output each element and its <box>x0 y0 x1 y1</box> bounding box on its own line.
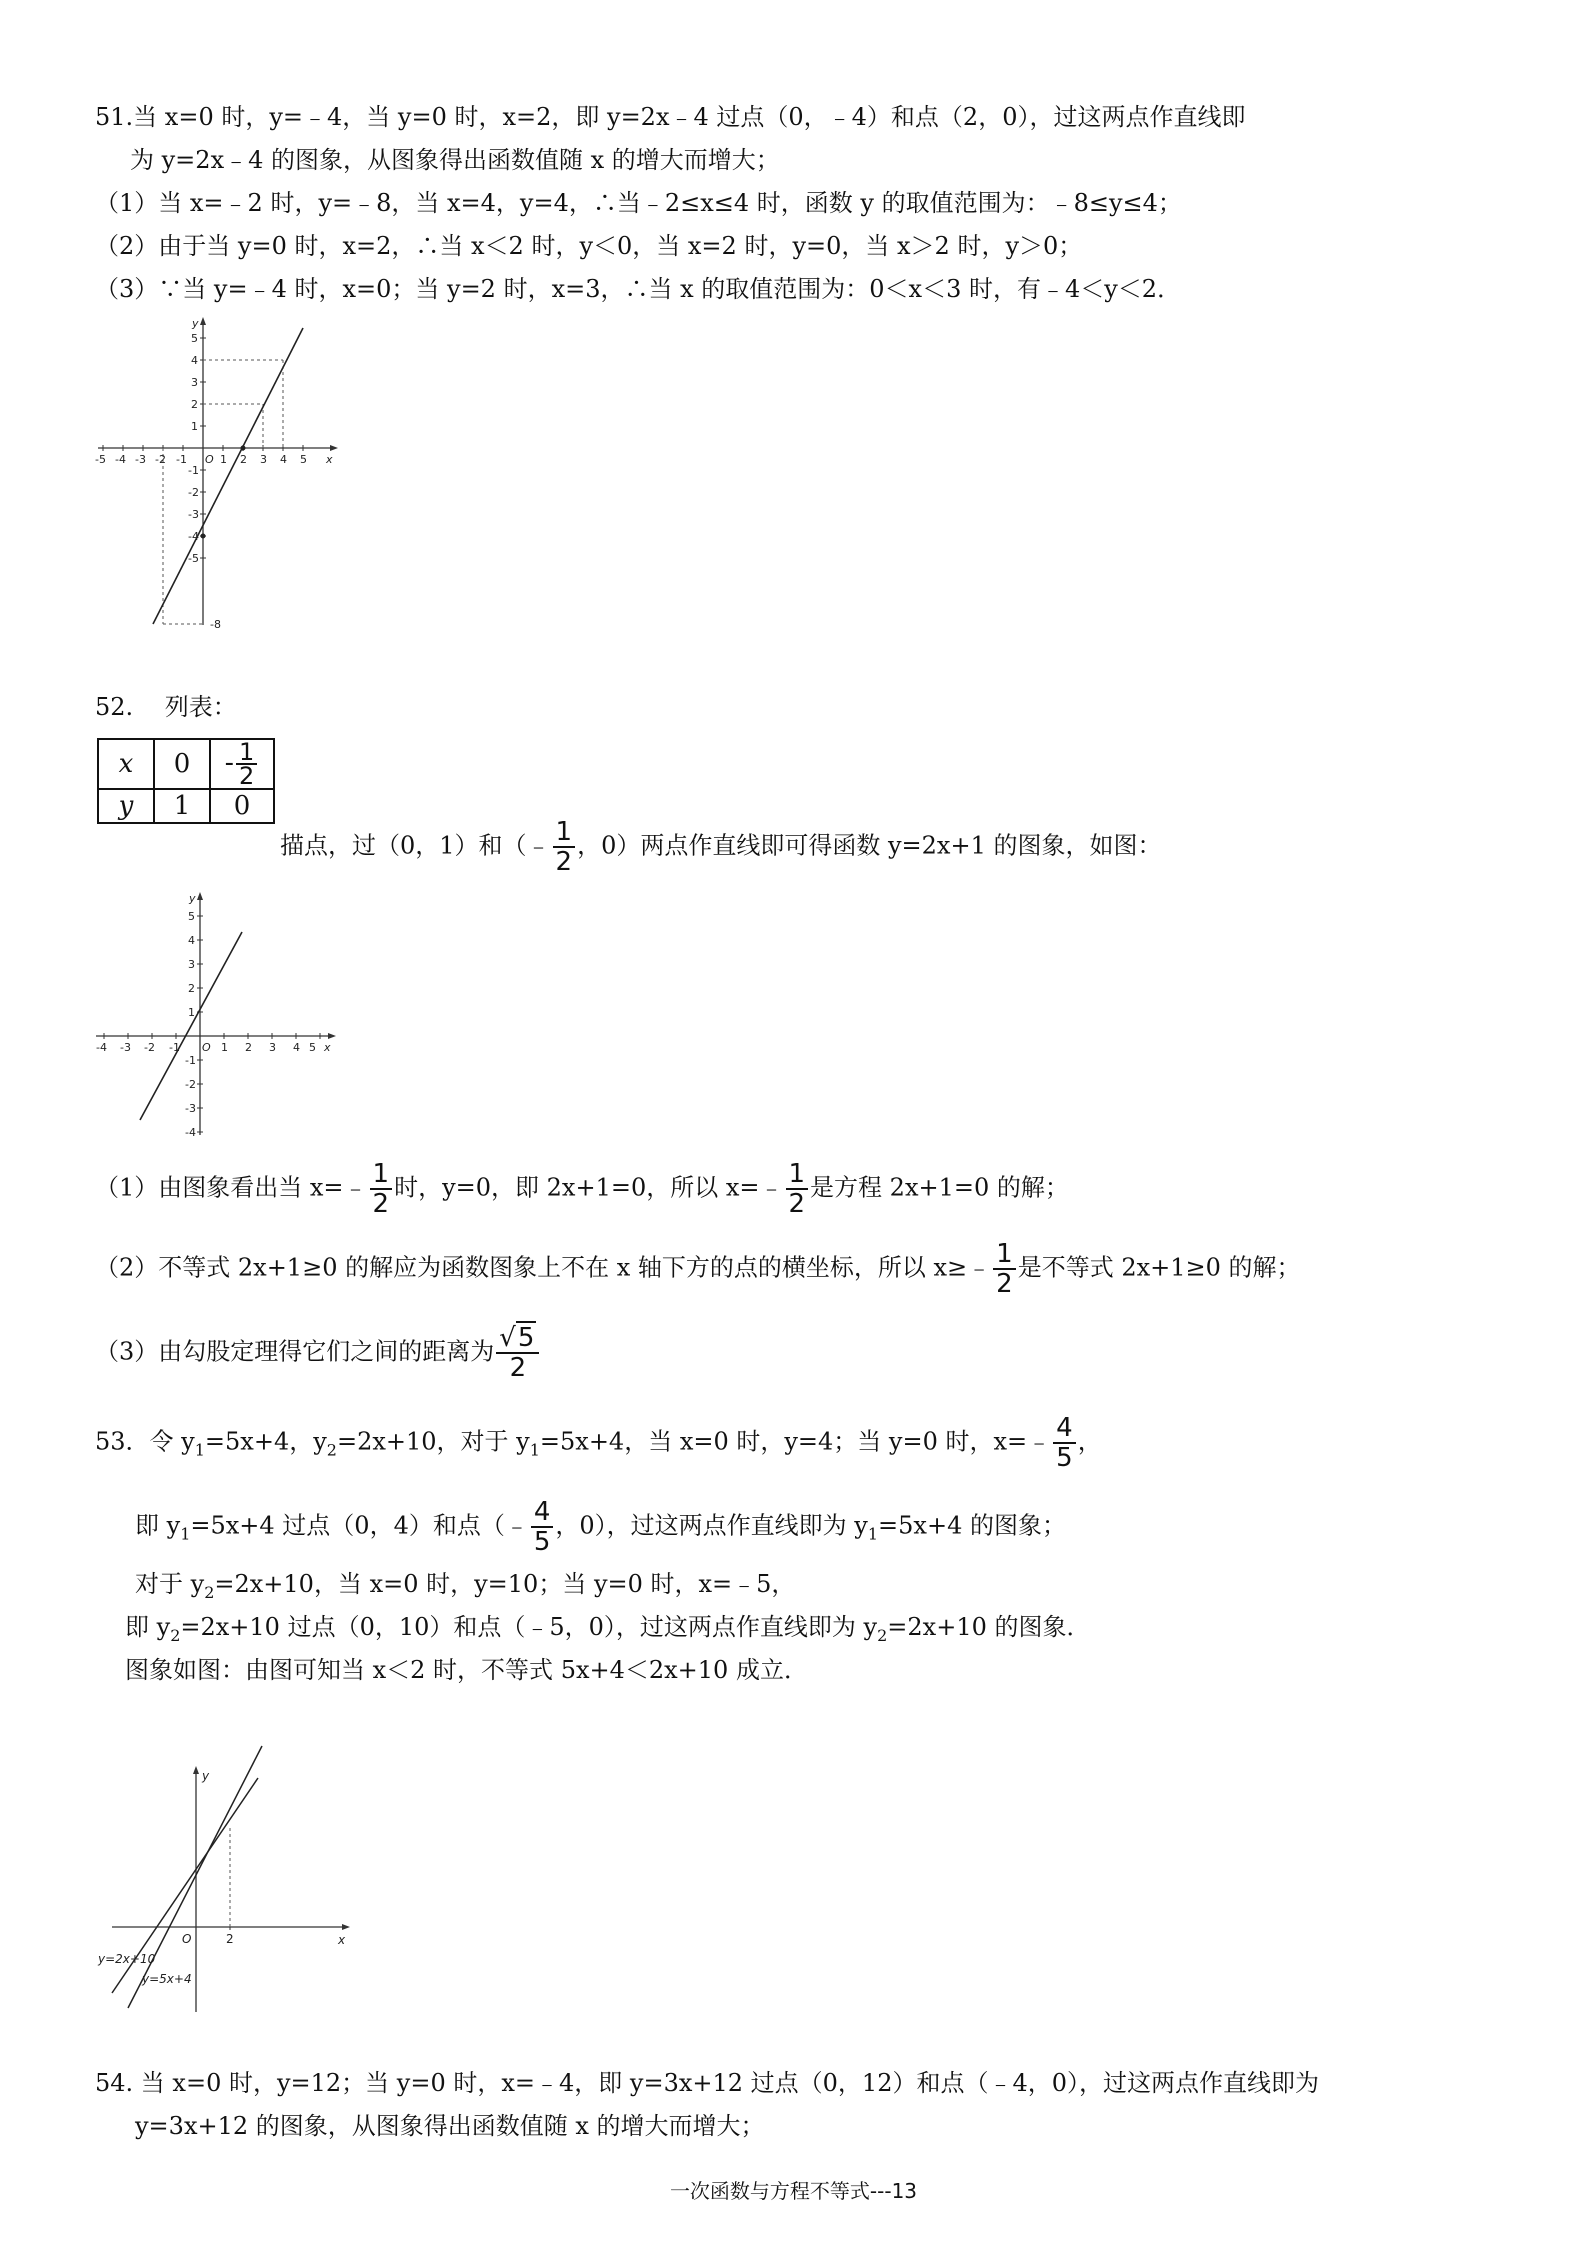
p51-xtick: -2 <box>155 453 166 466</box>
p51-ytick: -5 <box>188 552 199 565</box>
p51-line1: 51.当 x=0 时，y=﹣4，当 y=0 时，x=2，即 y=2x﹣4 过点（0，﹣4）和点（2，0），过这两点作直线即 <box>95 103 1246 131</box>
p52-ylabel: y <box>189 892 196 905</box>
p52-xtick: 2 <box>245 1041 252 1054</box>
p53-line1: 53．令 $y_1=5x+4$，$y_2=2x+10$，对于 $y_1=5x+4$，当 x=0 时，y=4；当 y=0 时，x=﹣ $\frac{4}{5}$ ， <box>95 1413 1102 1473</box>
p52-xtick: 5 <box>309 1041 316 1054</box>
p52-title: 52. 列表： <box>95 693 237 721</box>
sqrt-icon: √ <box>499 1323 516 1353</box>
p51-xtick: -5 <box>95 453 106 466</box>
p52-q2: （2）不等式 2x+1≥0 的解应为函数图象上不在 x 轴下方的点的横坐标，所以 x≥﹣ $\frac{1}{2}$ 是不等式 2x+1≥0 的解； <box>95 1239 1301 1299</box>
p52-xlabel: x <box>324 1041 331 1054</box>
p51-ytick: 2 <box>191 398 198 411</box>
p51-xtick: 5 <box>300 453 307 466</box>
p51-line2: 为 y=2x﹣4 的图象，从图象得出函数值随 x 的增大而增大； <box>130 146 780 174</box>
p52-ytick: -2 <box>185 1078 196 1091</box>
p51-ytick: 1 <box>191 420 198 433</box>
table-cell: x <box>98 739 154 789</box>
p51-xtick: 1 <box>220 453 227 466</box>
p51-xtick: -1 <box>176 453 187 466</box>
p51-xtick: 2 <box>240 453 247 466</box>
p52-ytick: -4 <box>185 1126 196 1139</box>
p51-ytick: 5 <box>191 332 198 345</box>
table-cell: 0 <box>154 739 210 789</box>
p51-graph <box>90 315 340 635</box>
p52-after-table: 描点，过（0，1）和（﹣ $\frac{1}{2}$ ，0）两点作直线即可得函数 y=2x+1 的图象，如图： <box>280 817 1162 877</box>
p52-ytick: 4 <box>188 934 195 947</box>
frac-sign: - <box>224 748 235 778</box>
p53-xtick: 2 <box>226 1932 234 1946</box>
p52-xtick: -3 <box>120 1041 131 1054</box>
p52-ytick: -1 <box>185 1054 196 1067</box>
p53-origin: O <box>182 1932 192 1946</box>
page-footer: 一次函数与方程不等式---13 <box>669 2179 918 2203</box>
p53-line-label-a: y=2x+10 <box>98 1952 156 1966</box>
p51-xtick: -3 <box>135 453 146 466</box>
p52-xtick: -4 <box>96 1041 107 1054</box>
table-cell: 0 <box>210 789 274 823</box>
p52-ytick: 3 <box>188 958 195 971</box>
p53-line4: 即 $y_2=2x+10$ 过点（0，10）和点（﹣5，0），过这两点作直线即为 $y_2=2x+10$ 的图象． <box>125 1613 1091 1645</box>
p51-xtick: -4 <box>115 453 126 466</box>
p52-xtick: 3 <box>269 1041 276 1054</box>
p53-line5: 图象如图：由图可知当 x＜2 时，不等式 5x+4＜2x+10 成立． <box>125 1656 808 1684</box>
p51-ytick: 3 <box>191 376 198 389</box>
p52-ytick: -3 <box>185 1102 196 1115</box>
p51-ytick-8: -8 <box>210 618 221 631</box>
p52-ytick: 2 <box>188 982 195 995</box>
table-cell-frac <box>210 739 274 789</box>
p51-ytick: -2 <box>188 486 199 499</box>
p53-line-label-b: y=5x+4 <box>142 1972 192 1986</box>
p51-ytick: 4 <box>191 354 198 367</box>
p54-line2: y=3x+12 的图象，从图象得出函数值随 x 的增大而增大； <box>135 2112 765 2140</box>
frac-den: 2 <box>239 762 255 790</box>
p51-ytick: -1 <box>188 464 199 477</box>
p51-ytick: -4 <box>188 530 199 543</box>
p52-xtick: 1 <box>221 1041 228 1054</box>
p53-graph <box>90 1740 360 2020</box>
p52-origin: O <box>202 1041 211 1054</box>
p54-line1: 54. 当 x=0 时，y=12；当 y=0 时，x=﹣4，即 y=3x+12 过点（0，12）和点（﹣4，0），过这两点作直线即为 <box>95 2069 1320 2097</box>
p51-line3: （1）当 x=﹣2 时，y=﹣8，当 x=4，y=4，∴当﹣2≤x≤4 时，函数 y 的取值范围为：﹣8≤y≤4； <box>95 189 1182 217</box>
p51-origin: O <box>205 453 214 466</box>
p52-ytick: 1 <box>188 1006 195 1019</box>
table-cell: 1 <box>154 789 210 823</box>
p51-line4: （2）由于当 y=0 时，x=2，∴当 x＜2 时，y＜0，当 x=2 时，y=0，当 x＞2 时，y＞0； <box>95 232 1083 260</box>
p53-ylabel: y <box>202 1769 210 1783</box>
p52-xtick: -2 <box>144 1041 155 1054</box>
p51-ytick: -3 <box>188 508 199 521</box>
p51-xtick: 3 <box>260 453 267 466</box>
p51-ylabel: y <box>192 317 199 330</box>
p52-graph <box>90 890 340 1140</box>
p52-xtick: 4 <box>293 1041 300 1054</box>
p53-line-y5x+4 <box>128 1746 262 2008</box>
p52-table <box>97 738 275 824</box>
p51-xtick: 4 <box>280 453 287 466</box>
p51-line5: （3）∵当 y=﹣4 时，x=0；当 y=2 时，x=3，∴当 x 的取值范围为：0＜x＜3 时，有﹣4＜y＜2． <box>95 275 1182 303</box>
p52-q1: （1）由图象看出当 x=﹣ $\frac{1}{2}$ 时，y=0，即 2x+1=0，所以 x=﹣ $\frac{1}{2}$ 是方程 2x+1=0 的解； <box>95 1159 1069 1219</box>
p53-line2: 即 $y_1=5x+4$ 过点（0，4）和点（﹣ $\frac{4}{5}$ ，0），过这两点作直线即为 $y_1=5x+4$ 的图象； <box>135 1497 1066 1557</box>
p51-line-y2x-4 <box>153 328 303 624</box>
table-cell: y <box>98 789 154 823</box>
p53-line3: 对于 $y_2=2x+10$，当 x=0 时，y=10；当 y=0 时，x=﹣5， <box>135 1570 796 1602</box>
frac-num: 1 <box>236 741 257 765</box>
p52-q3: （3）由勾股定理得它们之间的距离为 $\frac{√5}{2}$ <box>95 1324 541 1382</box>
p53-xlabel: x <box>338 1933 346 1947</box>
p52-xtick: -1 <box>169 1041 180 1054</box>
p52-ytick: 5 <box>188 910 195 923</box>
p51-xlabel: x <box>326 453 333 466</box>
